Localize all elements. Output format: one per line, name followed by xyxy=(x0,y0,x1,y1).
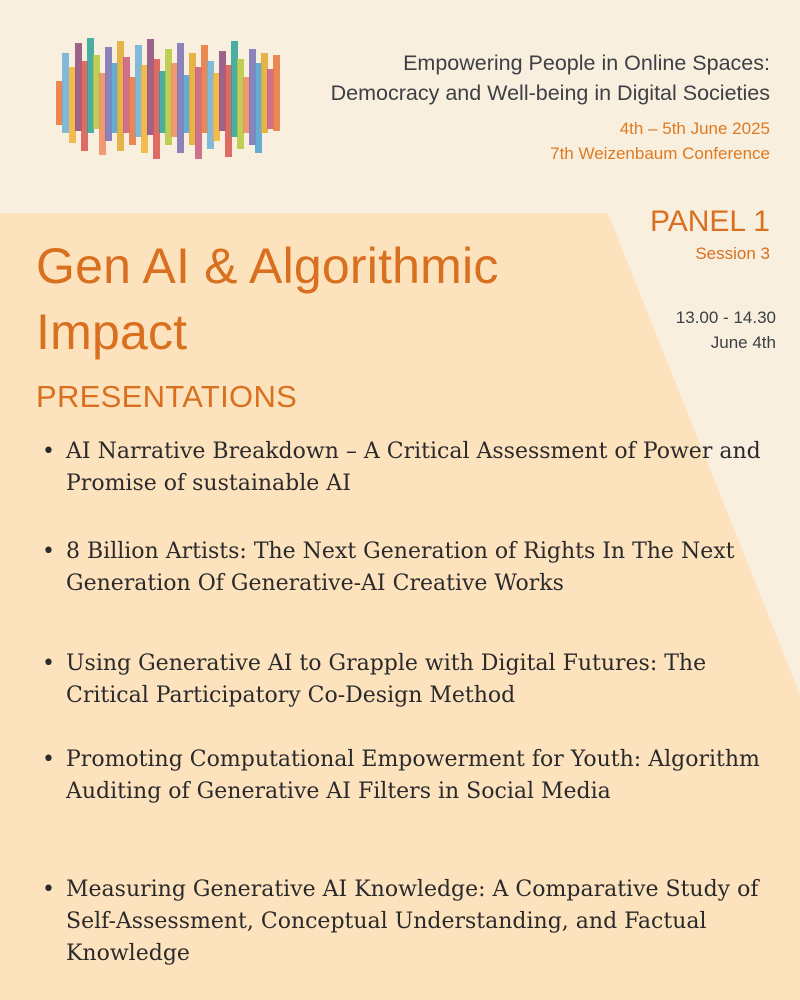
presentation-item xyxy=(42,874,776,970)
conference-dates: 4th – 5th June 2025 xyxy=(619,119,770,138)
panel-label: PANEL 1 xyxy=(649,205,770,238)
panel-date: June 4th xyxy=(710,333,776,352)
bullet-icon: • xyxy=(42,651,55,676)
conference-name: 7th Weizenbaum Conference xyxy=(550,144,770,163)
presentation-item xyxy=(42,436,776,500)
bullet-icon: • xyxy=(42,439,55,464)
panel-time: 13.00 - 14.30 xyxy=(675,308,776,327)
presentation-item xyxy=(42,744,776,808)
presentation-title: Measuring Generative AI Knowledge: A Comparative Study of Self-Assessment, Conceptual Understanding, and Factual Knowledge xyxy=(66,877,759,966)
presentation-title: Using Generative AI to Grapple with Digital Futures: The Critical Participatory Co-Design Method xyxy=(66,651,707,708)
bullet-icon: • xyxy=(42,877,55,902)
presentation-item xyxy=(42,536,776,600)
presentation-title: 8 Billion Artists: The Next Generation of Rights In The Next Generation Of Generative-AI Creative Works xyxy=(66,539,735,596)
conference-title-line-2: Democracy and Well-being in Digital Societies xyxy=(330,81,770,105)
presentation-title: AI Narrative Breakdown – A Critical Assessment of Power and Promise of sustainable AI xyxy=(66,439,761,496)
presentation-title: Promoting Computational Empowerment for Youth: Algorithm Auditing of Generative AI Filters in Social Media xyxy=(66,747,760,804)
panel-title: Gen AI & Algorithmic Impact xyxy=(36,238,499,360)
section-heading: PRESENTATIONS xyxy=(36,379,298,414)
conference-title xyxy=(331,48,770,108)
bullet-icon: • xyxy=(42,747,55,772)
conference-logo-bars-icon xyxy=(52,33,282,163)
session-label: Session 3 xyxy=(695,244,770,263)
bullet-icon: • xyxy=(42,539,55,564)
presentation-item xyxy=(42,648,776,712)
conference-title-line-1: Empowering People in Online Spaces: xyxy=(403,51,770,75)
conference-info xyxy=(550,116,770,166)
